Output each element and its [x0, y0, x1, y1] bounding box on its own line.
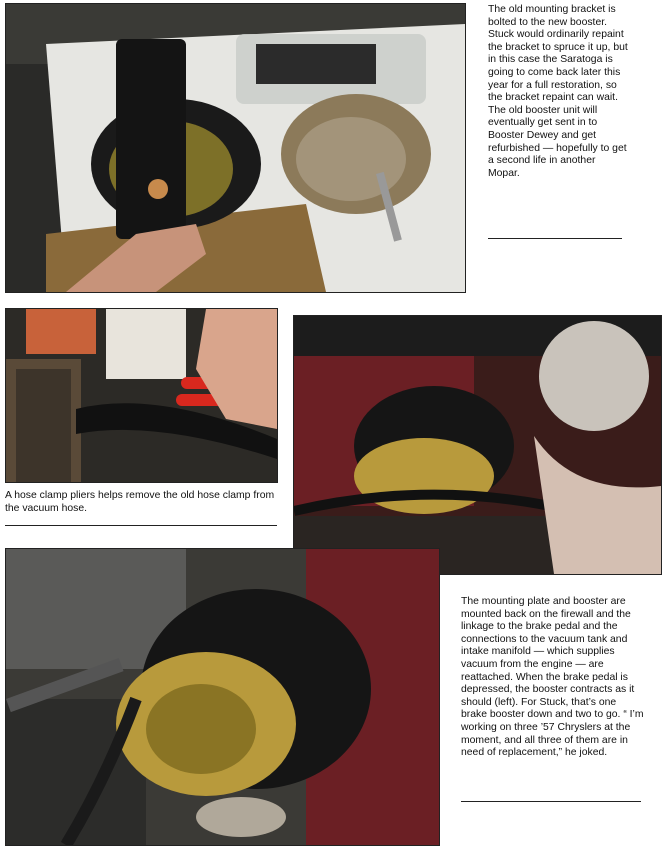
caption-pliers-rule [5, 525, 277, 526]
caption-reinstall: The mounting plate and booster are mounted back on the firewall and the linkage to the brake pedal and the connections to the vacuum tank and intake manifold — which supplies vacuum from the engine — are reattached. When the brake pedal is depressed, the booster contracts as it should (left). For Stuck, that’s one brake booster down and two to go. “ I’m working on three ’57 Chryslers at the moment, and all three of them are in need of replacement,” he joked. [461, 596, 644, 759]
caption-reinstall-rule [461, 801, 641, 802]
photo-hose-clamp-pliers [5, 308, 278, 483]
caption-pliers: A hose clamp pliers helps remove the old hose clamp from the vacuum hose. [5, 490, 275, 514]
caption-bracket-rule [488, 238, 622, 239]
caption-bracket: The old mounting bracket is bolted to the new booster. Stuck would ordinarily repaint the bracket to spruce it up, but in this case the Saratoga is going to come back later this year for a full restoration, so the bracket repaint can wait. The old booster unit will eventually get sent in to Booster Dewey and get refurbished — hopefully to get a second life in another Mopar. [488, 4, 628, 179]
photo-booster-in-engine-bay [293, 315, 662, 575]
photo-installed-booster-closeup [5, 548, 440, 846]
photo-bracket-on-booster [5, 3, 466, 293]
